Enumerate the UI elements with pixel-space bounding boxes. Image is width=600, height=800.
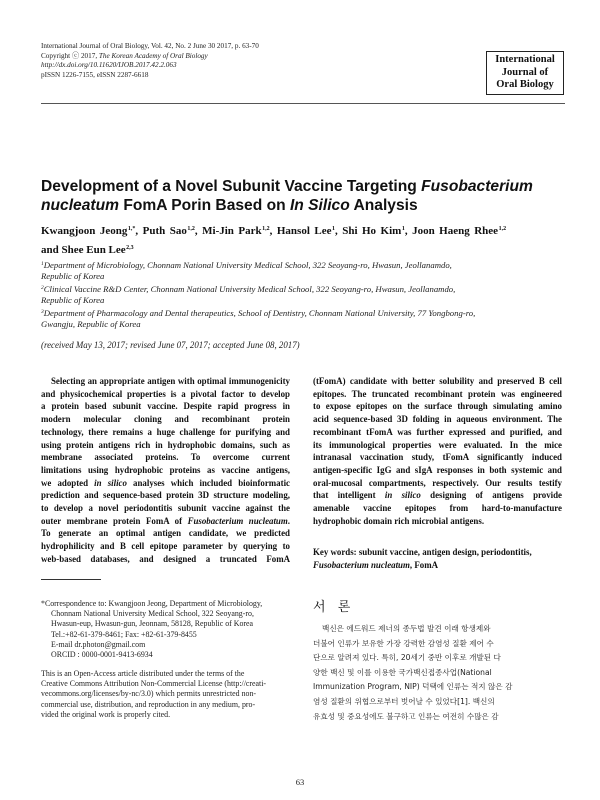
abstract-line: intranasal vaccination study, tFomA significantly induced <box>313 452 562 463</box>
doi-link[interactable]: http://dx.doi.org/10.11620/IJOB.2017.42.2.063 <box>41 61 177 70</box>
page-number: 63 <box>295 777 305 787</box>
author-list <box>41 221 561 259</box>
correspondence-footnote <box>41 599 291 660</box>
author-name: Joon Haeng Rhee$^{1,2}$ <box>412 225 507 237</box>
abstract-line: and physicochemical properties is a pivotal factor to develop <box>41 388 290 399</box>
abstract-line: limitations using hydrophobic proteins as vaccine antigens, <box>41 464 290 475</box>
intro-line: 백신은 에드워드 제너의 종두법 발견 이래 항생제와 <box>322 624 491 633</box>
abstract-line: (tFomA) candidate with better solubility and preserved B cell <box>313 376 562 386</box>
intro-line: 양한 백신 및 이를 이용한 국가백신접종사업(National <box>313 667 492 677</box>
title-line-2 <box>41 196 561 215</box>
received-dates: (received May 13, 2017; revised June 07, 2017; accepted June 08, 2017) <box>41 340 300 350</box>
abstract-line: hydrophobic domain rich microbial antigens. <box>313 515 485 526</box>
open-access-notice <box>41 669 291 720</box>
abstract-line: its immunological properties were evaluated. In the mice <box>313 439 562 450</box>
footnote-line: Hwasun-eup, Hwasun-gun, Jeonnam, 58128, Republic of Korea <box>51 619 254 629</box>
journal-header <box>41 42 259 80</box>
citation-line: International Journal of Oral Biology, Vol. 42, No. 2 June 30 2017, p. 63-70 <box>41 42 259 50</box>
author-line-1 <box>41 221 506 240</box>
abstract-line: acid sequence-based 3D folding in aqueous environment. The <box>313 414 562 425</box>
abstract-left-column <box>41 375 290 566</box>
abstract-line: prediction and sequence-based protein 3D structure modeling, <box>41 490 290 501</box>
author-line-2 <box>41 240 561 259</box>
journal-name-box <box>486 51 564 95</box>
abstract-line: that intelligent in silico designing of antigens provide <box>313 490 562 501</box>
keywords-line: Key words: subunit vaccine, antigen design, periodontitis, <box>313 547 532 557</box>
author-name: Shi Ho Kim$^1$, <box>342 225 408 237</box>
intro-body <box>313 622 562 724</box>
author-name: Hansol Lee$^1$, <box>276 225 338 237</box>
abstract-line: hydrophilicity and B cell epitope parameter by querying to <box>41 541 290 552</box>
abstract-right-column <box>313 375 562 527</box>
license-line: This is an Open-Access article distributed under the terms of the <box>41 669 245 678</box>
license-line[interactable]: vecommons.org/licenses/by-nc/3.0) which permits unrestricted non- <box>41 689 257 699</box>
affiliation-1: $^1$Department of Microbiology, Chonnam National University Medical School, 322 Seoyang-ro, Hwasun, Jeollanamdo, <box>41 260 452 270</box>
affiliation-1-cont: Republic of Korea <box>41 271 105 282</box>
article-title <box>41 177 561 215</box>
copyright-year: 2017, <box>79 51 99 60</box>
abstract-line: recombinant tFomA was further expressed and purified, and <box>313 426 562 437</box>
title-italic: In Silico <box>289 197 350 214</box>
journal-box-line: International <box>495 54 555 65</box>
license-line: vided the original work is properly cited. <box>41 709 171 719</box>
abstract-line: to develop a novel periodontitis subunit vaccine against the <box>41 503 290 514</box>
copyright-org: The Korean Academy of Oral Biology <box>98 51 208 60</box>
affiliations <box>41 259 571 330</box>
affiliation-2-cont: Republic of Korea <box>41 295 105 306</box>
abstract-line: oral-mucosal compartments, respectively. Our results testify <box>313 477 562 488</box>
abstract-line: antigen-specific IgG and sIgA responses in both systemic and <box>313 464 562 475</box>
affiliation-2: $^2$Clinical Vaccine R&D Center, Chonnam National University Medical School, 322 Seoyang-ro, Hwasun, Jeollanamdo, <box>41 283 456 294</box>
title-italic: nucleatum <box>41 197 119 214</box>
abstract-line: amenable vaccine epitopes from hard-to-manufacture <box>313 503 562 514</box>
title-text: Development of a Novel Subunit Vaccine Targeting <box>41 178 422 195</box>
copyright-line <box>41 52 259 62</box>
orcid-line: ORCID : 0000-0001-9413-6934 <box>51 650 153 660</box>
abstract-line: we adopted in silico analyses which included bioinformatic <box>41 477 290 488</box>
author-name: Puth Sao$^{1,2}$, <box>142 225 198 237</box>
license-line: commercial use, distribution, and reproduction in any medium, pro- <box>41 699 256 709</box>
keywords <box>313 546 562 571</box>
affiliation-3-cont: Gwangju, Republic of Korea <box>41 319 141 330</box>
issn-line: pISSN 1226-7155, eISSN 2287-6618 <box>41 70 149 79</box>
abstract-line: to expose epitopes on the surface through simulating amino <box>313 401 562 412</box>
author-name: Kwangjoon Jeong$^{1,*}$, <box>41 225 139 237</box>
footnote-line: Tel.:+82-61-379-8461; Fax: +82-61-379-8455 <box>51 629 197 639</box>
author-name: Mi-Jin Park$^{1,2}$, <box>202 225 273 237</box>
abstract-line: membrane associated proteins. To overcome current <box>41 452 290 463</box>
abstract-line: modern molecular cloning and recombinant protein <box>41 414 290 425</box>
section-heading-intro: 서 론 <box>313 600 355 615</box>
author-name: and Shee Eun Lee$^{2,3}$ <box>41 244 134 256</box>
journal-box-line: Oral Biology <box>496 79 554 90</box>
footnote-line: *Correspondence to: Kwangjoon Jeong, Department of Microbiology, <box>41 599 263 608</box>
abstract-line: web-based databases, and designed a truncated FomA <box>41 553 290 564</box>
abstract-line: using protein antigens rich in hydrophobic domains, such as <box>41 439 290 450</box>
title-italic: Fusobacterium <box>421 178 533 195</box>
abstract-line: To generate an optimal antigen candidate, we predicted <box>41 528 290 539</box>
footnote-divider <box>41 579 101 580</box>
title-line-1 <box>41 177 561 196</box>
license-line[interactable]: Creative Commons Attribution Non-Commercial License (http://creati- <box>41 679 267 689</box>
intro-line: Immunization Program, NIP) 덕택에 인류는 적지 않은 감 <box>313 682 513 692</box>
affiliation-3: $^3$Department of Pharmacology and Dental therapeutics, School of Dentistry, Chonnam National University, 77 Yongbong-ro, <box>41 307 476 318</box>
copyright-symbol: ⓒ <box>71 51 80 60</box>
email-line[interactable]: E-mail dr.photon@gmail.com <box>51 639 146 649</box>
abstract-line: epitopes. The truncated recombinant protein was engineered <box>313 388 562 399</box>
header-divider <box>41 103 565 104</box>
intro-line: 더불어 인류가 보유한 가장 강력한 감염성 질환 제어 수 <box>313 638 494 648</box>
abstract-line: a protein based subunit vaccine. Despite rapid progress in <box>41 401 290 412</box>
copyright-prefix: Copyright <box>41 51 72 60</box>
abstract-line: outer membrane protein FomA of Fusobacterium nucleatum. <box>41 515 290 526</box>
title-text: Analysis <box>349 197 418 214</box>
intro-line: 단으로 알려져 있다. 특히, 20세기 중반 이후로 개발된 다 <box>313 653 501 663</box>
intro-line: 유효성 및 중요성에도 불구하고 인류는 여전히 수많은 감 <box>313 711 499 721</box>
title-text: FomA Porin Based on <box>118 197 290 214</box>
intro-line: 염성 질환의 위협으로부터 벗어날 수 있었다[1]. 백신의 <box>313 696 495 706</box>
abstract-line: technology, there remains a huge challenge for purifying and <box>41 426 290 437</box>
footnote-line: Chonnam National University Medical School, 322 Seoyang-ro, <box>51 609 254 619</box>
abstract-line: Selecting an appropriate antigen with optimal immunogenicity <box>51 376 290 386</box>
journal-box-line: Journal of <box>501 66 549 78</box>
keywords-line: Fusobacterium nucleatum, FomA <box>313 559 439 570</box>
